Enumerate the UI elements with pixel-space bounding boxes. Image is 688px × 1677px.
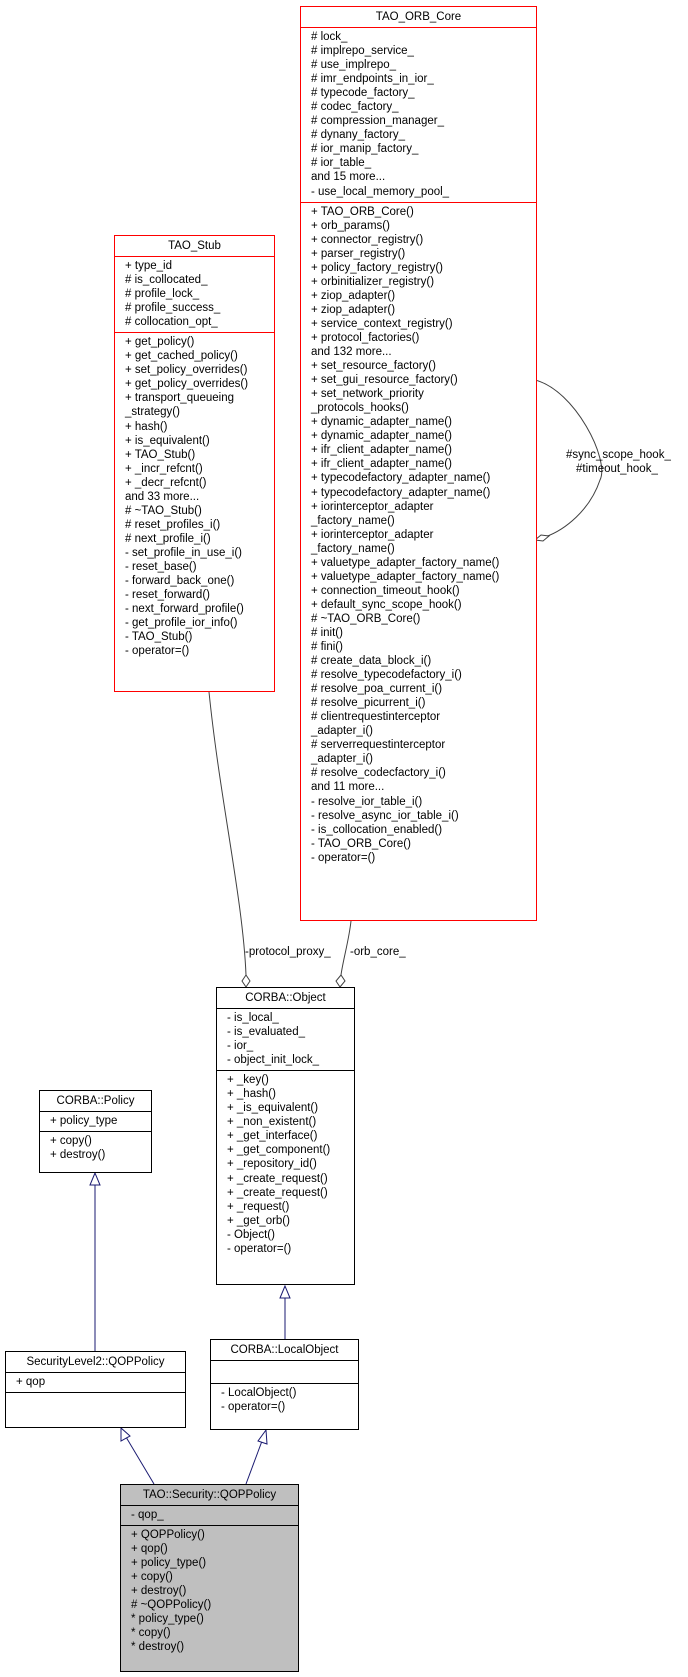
member-line: - set_profile_in_use_i(): [125, 546, 242, 559]
member-line: + qop: [16, 1376, 46, 1388]
member-line: + typecodefactory_adapter_name(): [311, 472, 491, 485]
member-line: - forward_back_one(): [125, 575, 235, 588]
operations-section: [6, 1392, 185, 1415]
member-line: + typecodefactory_adapter_name(): [311, 486, 491, 499]
inheritance-arrow-policy: [90, 1173, 100, 1185]
class-title: CORBA::Object: [245, 992, 326, 1004]
member-line: - is_collocation_enabled(): [311, 823, 443, 836]
class-title: CORBA::LocalObject: [230, 1344, 339, 1356]
member-line: # resolve_poa_current_i(): [311, 683, 443, 696]
member-line: + _get_component(): [227, 1144, 331, 1157]
class-corba-localobject[interactable]: [210, 1339, 359, 1430]
edge-label-protocol-proxy: -protocol_proxy_: [245, 946, 331, 958]
member-line: - reset_forward(): [125, 589, 210, 602]
member-line: + hash(): [125, 420, 168, 433]
member-line: and 15 more...: [311, 171, 386, 184]
member-line: + _is_equivalent(): [227, 1102, 319, 1115]
member-line: # collocation_opt_: [125, 316, 218, 329]
member-line: + valuetype_adapter_factory_name(): [311, 556, 500, 569]
member-line: # fini(): [311, 641, 343, 654]
operations-section: [301, 202, 536, 868]
member-line: - next_forward_profile(): [125, 603, 244, 616]
class-title: TAO_ORB_Core: [375, 11, 462, 23]
member-line: + qop(): [131, 1543, 168, 1556]
class-tao-orb-core[interactable]: [300, 6, 537, 921]
member-line: + _create_request(): [227, 1172, 328, 1185]
member-line: - operator=(): [311, 851, 376, 864]
class-tao-stub[interactable]: [114, 235, 275, 692]
member-line: + is_equivalent(): [125, 434, 210, 447]
member-line: - is_local_: [227, 1012, 279, 1024]
edge-inherit-localobject: [246, 1441, 262, 1484]
member-line: + ziop_adapter(): [311, 289, 396, 302]
member-line: - reset_base(): [125, 560, 197, 573]
class-title: SecurityLevel2::QOPPolicy: [26, 1356, 165, 1368]
member-line: and 132 more...: [311, 346, 392, 359]
member-line: # ~QOPPolicy(): [131, 1599, 212, 1612]
member-line: - is_evaluated_: [227, 1026, 305, 1039]
member-line: + set_resource_factory(): [311, 360, 436, 373]
member-line: # use_implrepo_: [311, 59, 397, 72]
member-line: and 11 more...: [311, 781, 385, 794]
class-corba-object[interactable]: [216, 987, 355, 1285]
member-line: - get_profile_ior_info(): [125, 617, 238, 630]
member-line: + ifr_client_adapter_name(): [311, 458, 452, 471]
member-line: # typecode_factory_: [311, 87, 415, 100]
member-line: - use_local_memory_pool_: [311, 185, 450, 198]
member-line: + connection_timeout_hook(): [311, 584, 460, 597]
member-line: - operator=(): [125, 645, 190, 658]
member-line: # ior_manip_factory_: [311, 143, 419, 156]
member-line: # clientrequestinterceptor: [311, 711, 441, 724]
attributes-section: [217, 1008, 354, 1070]
operations-section: [40, 1131, 151, 1165]
edge-label-sync-scope-hook: #sync_scope_hook_: [566, 449, 671, 461]
class-corba-policy[interactable]: [39, 1090, 152, 1173]
member-line: - resolve_async_ior_table_i(): [311, 809, 459, 822]
class-title: TAO::Security::QOPPolicy: [142, 1489, 277, 1501]
member-line: - operator=(): [221, 1401, 286, 1414]
class-title: CORBA::Policy: [56, 1095, 135, 1107]
member-line: + _request(): [227, 1200, 290, 1213]
member-line: + _hash(): [227, 1088, 276, 1101]
member-line: # lock_: [311, 31, 348, 43]
member-line: + ifr_client_adapter_name(): [311, 444, 452, 457]
member-line: + connector_registry(): [311, 233, 424, 246]
member-line: + policy_factory_registry(): [311, 261, 443, 274]
member-line: _strategy(): [125, 406, 180, 419]
member-line: - operator=(): [227, 1242, 292, 1255]
member-line: # resolve_codecfactory_i(): [311, 767, 446, 780]
member-line: _adapter_i(): [311, 753, 374, 766]
operations-section: [217, 1070, 354, 1259]
member-line: - TAO_Stub(): [125, 631, 193, 644]
member-line: + _repository_id(): [227, 1158, 317, 1171]
member-line: - Object(): [227, 1228, 275, 1241]
attributes-section: [121, 1505, 298, 1525]
member-line: + _get_interface(): [227, 1130, 318, 1143]
member-line: + _create_request(): [227, 1186, 328, 1199]
attributes-section: [6, 1372, 185, 1392]
member-line: + dynamic_adapter_name(): [311, 416, 452, 429]
member-line: + _non_existent(): [227, 1116, 317, 1129]
member-line: # compression_manager_: [311, 115, 444, 128]
member-line: + _decr_refcnt(): [125, 476, 207, 489]
member-line: # profile_success_: [125, 302, 221, 315]
inheritance-arrow-localobject: [258, 1430, 267, 1444]
member-line: # reset_profiles_i(): [125, 518, 221, 531]
operations-section: [115, 332, 274, 661]
aggregation-diamond-self-loop: [535, 535, 549, 541]
class-securitylevel2-qoppolicy[interactable]: [5, 1351, 186, 1428]
member-line: and 33 more...: [125, 490, 200, 503]
member-line: # ior_table_: [311, 157, 372, 170]
member-line: + copy(): [50, 1135, 92, 1148]
class-title: TAO_Stub: [168, 240, 221, 252]
member-line: - ior_: [227, 1040, 254, 1053]
inheritance-arrow-qoppolicy: [121, 1428, 130, 1441]
member-line: # profile_lock_: [125, 288, 200, 301]
member-line: _factory_name(): [311, 542, 395, 555]
member-line: + valuetype_adapter_factory_name(): [311, 570, 500, 583]
member-line: # ~TAO_Stub(): [125, 504, 202, 517]
member-line: - LocalObject(): [221, 1387, 297, 1399]
member-line: * copy(): [131, 1627, 171, 1640]
member-line: + iorinterceptor_adapter: [311, 528, 434, 541]
member-line: # serverrequestinterceptor: [311, 739, 446, 752]
member-line: + _key(): [227, 1074, 269, 1087]
member-line: + copy(): [131, 1571, 173, 1584]
member-line: * policy_type(): [131, 1613, 204, 1626]
member-line: # codec_factory_: [311, 101, 399, 114]
member-line: + TAO_Stub(): [125, 448, 196, 461]
member-line: _protocols_hooks(): [311, 402, 409, 415]
member-line: + parser_registry(): [311, 247, 406, 260]
member-line: - qop_: [131, 1509, 164, 1521]
aggregation-diamond-orb-core: [336, 975, 345, 987]
member-line: + default_sync_scope_hook(): [311, 598, 462, 611]
member-line: + ziop_adapter(): [311, 303, 396, 316]
member-line: + service_context_registry(): [311, 317, 453, 330]
member-line: # implrepo_service_: [311, 45, 414, 58]
member-line: # dynany_factory_: [311, 129, 405, 142]
edge-protocol-proxy: [209, 692, 246, 975]
member-line: + TAO_ORB_Core(): [311, 205, 414, 218]
edge-label-orb-core: -orb_core_: [350, 946, 406, 958]
member-line: # init(): [311, 626, 343, 639]
member-line: + destroy(): [131, 1585, 187, 1598]
member-line: + orb_params(): [311, 219, 390, 232]
member-line: + orbinitializer_registry(): [311, 275, 435, 288]
member-line: # resolve_typecodefactory_i(): [311, 669, 462, 682]
edge-label-timeout-hook: #timeout_hook_: [576, 463, 658, 475]
member-line: # next_profile_i(): [125, 532, 211, 545]
attributes-section: [211, 1360, 358, 1383]
member-line: # imr_endpoints_in_ior_: [311, 73, 434, 86]
member-line: + protocol_factories(): [311, 331, 420, 344]
edge-inherit-qoppolicy: [126, 1437, 154, 1484]
member-line: + get_policy_overrides(): [125, 378, 249, 391]
member-line: + _incr_refcnt(): [125, 462, 203, 475]
member-line: - resolve_ior_table_i(): [311, 795, 423, 808]
attributes-section: [40, 1111, 151, 1131]
member-line: + iorinterceptor_adapter: [311, 500, 434, 513]
member-line: + get_cached_policy(): [125, 350, 238, 363]
member-line: # resolve_picurrent_i(): [311, 697, 426, 710]
attributes-section: [115, 256, 274, 332]
member-line: * destroy(): [131, 1641, 185, 1654]
attributes-section: [301, 27, 536, 202]
class-tao-security-qoppolicy[interactable]: [120, 1484, 299, 1672]
member-line: # create_data_block_i(): [311, 655, 432, 668]
member-line: + type_id: [125, 260, 172, 272]
member-line: + get_policy(): [125, 336, 195, 349]
aggregation-diamond-protocol-proxy: [242, 975, 250, 987]
member-line: - TAO_ORB_Core(): [311, 837, 411, 850]
member-line: + set_network_priority: [311, 388, 424, 401]
member-line: + set_gui_resource_factory(): [311, 374, 458, 387]
operations-section: [211, 1383, 358, 1417]
member-line: _factory_name(): [311, 514, 395, 527]
member-line: + policy_type(): [131, 1557, 207, 1570]
member-line: # ~TAO_ORB_Core(): [311, 612, 421, 625]
member-line: _adapter_i(): [311, 725, 374, 738]
member-line: + dynamic_adapter_name(): [311, 430, 452, 443]
member-line: + set_policy_overrides(): [125, 364, 248, 377]
member-line: + policy_type: [50, 1115, 118, 1127]
member-line: # is_collocated_: [125, 274, 208, 287]
member-line: + transport_queueing: [125, 392, 235, 405]
inheritance-arrow-object: [280, 1286, 290, 1298]
member-line: + destroy(): [50, 1149, 106, 1162]
operations-section: [121, 1525, 298, 1657]
member-line: - object_init_lock_: [227, 1054, 320, 1067]
member-line: + _get_orb(): [227, 1214, 290, 1227]
member-line: + QOPPolicy(): [131, 1529, 205, 1542]
